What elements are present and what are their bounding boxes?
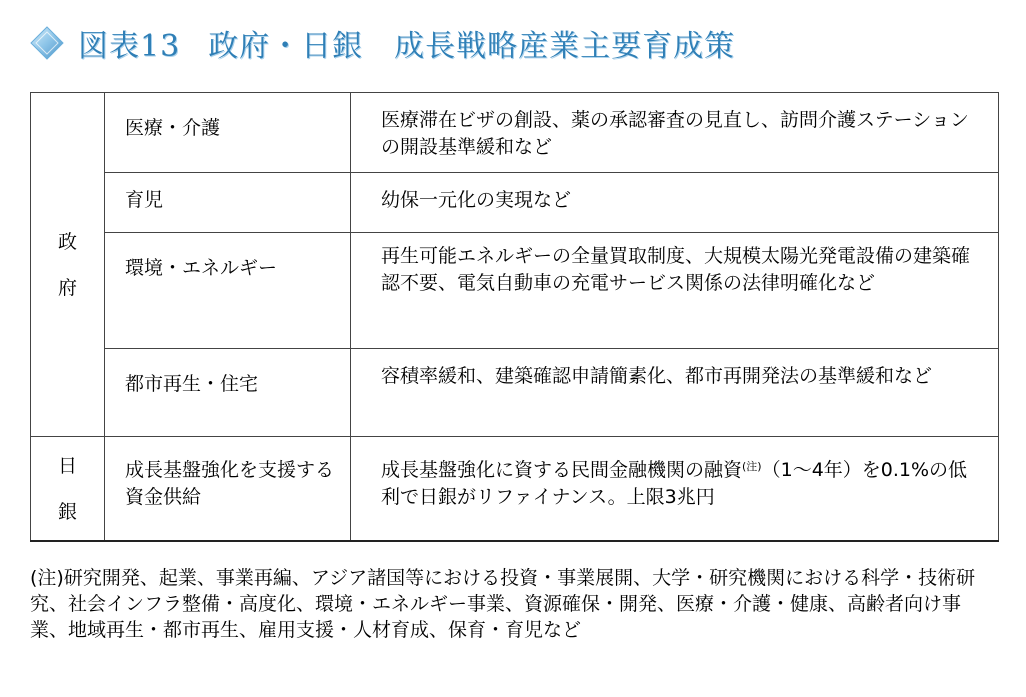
government-label-char: 府 xyxy=(57,276,77,299)
category-text: 成長基盤強化を支援する資金供給 xyxy=(125,459,335,509)
table-row xyxy=(31,233,999,349)
table-row xyxy=(31,437,999,541)
diamond-bullet-icon xyxy=(30,26,64,60)
footnote: (注)研究開発、起業、事業再編、アジア諸国等における投資・事業展開、大学・研究機関における科学・技術研究、社会インフラ整備・高度化、環境・エネルギー事業、資源確保・開発、医療・介護・健康、高齢者向け事業、地域再生・都市再生、雇用支援・人材育成、保育・育児など xyxy=(30,567,976,641)
table-row xyxy=(31,349,999,437)
category-text: 育児 xyxy=(125,189,164,212)
category-cell xyxy=(105,437,351,541)
category-cell xyxy=(105,173,351,233)
description-cell xyxy=(351,437,999,541)
figure-label: 図表13 xyxy=(78,29,181,64)
page-title xyxy=(78,21,735,65)
boj-label-char: 日 xyxy=(57,454,77,477)
description-text: 医療滞在ビザの創設、薬の承認審査の見直し、訪問介護ステーションの開設基準緩和など xyxy=(381,109,969,158)
boj-description xyxy=(351,437,998,511)
title-bar xyxy=(30,18,735,68)
category-text: 医療・介護 xyxy=(125,117,221,139)
description-text-part2: （1～4年）を0.1%の低利で日銀がリファイナンス。上限3兆円 xyxy=(381,459,968,509)
category-cell xyxy=(105,233,351,349)
boj-label-cell xyxy=(31,437,105,541)
note-mark: (注) xyxy=(742,460,762,474)
description-cell xyxy=(351,233,999,349)
description-text-part1: 成長基盤強化に資する民間金融機関の融資 xyxy=(381,459,743,482)
description-text: 再生可能エネルギーの全量買取制度、大規模太陽光発電設備の建築確認不要、電気自動車の充電サービス関係の法律明確化など xyxy=(381,245,971,295)
category-text: 環境・エネルギー xyxy=(125,257,278,280)
category-cell xyxy=(105,93,351,173)
description-text: 容積率緩和、建築確認申請簡素化、都市再開発法の基準緩和など xyxy=(381,365,933,388)
table-row xyxy=(31,93,999,173)
title-text: 政府・日銀 成長戦略産業主要育成策 xyxy=(208,29,736,64)
table-row xyxy=(31,173,999,233)
category-text: 都市再生・住宅 xyxy=(125,373,259,396)
category-cell xyxy=(105,349,351,437)
government-label-cell xyxy=(31,93,105,437)
description-text: 幼保一元化の実現など xyxy=(381,189,572,212)
government-label-char: 政 xyxy=(57,230,77,253)
description-cell xyxy=(351,93,999,173)
boj-label-char: 銀 xyxy=(57,500,77,523)
description-cell xyxy=(351,349,999,437)
policy-table xyxy=(30,92,998,542)
description-cell xyxy=(351,173,999,233)
